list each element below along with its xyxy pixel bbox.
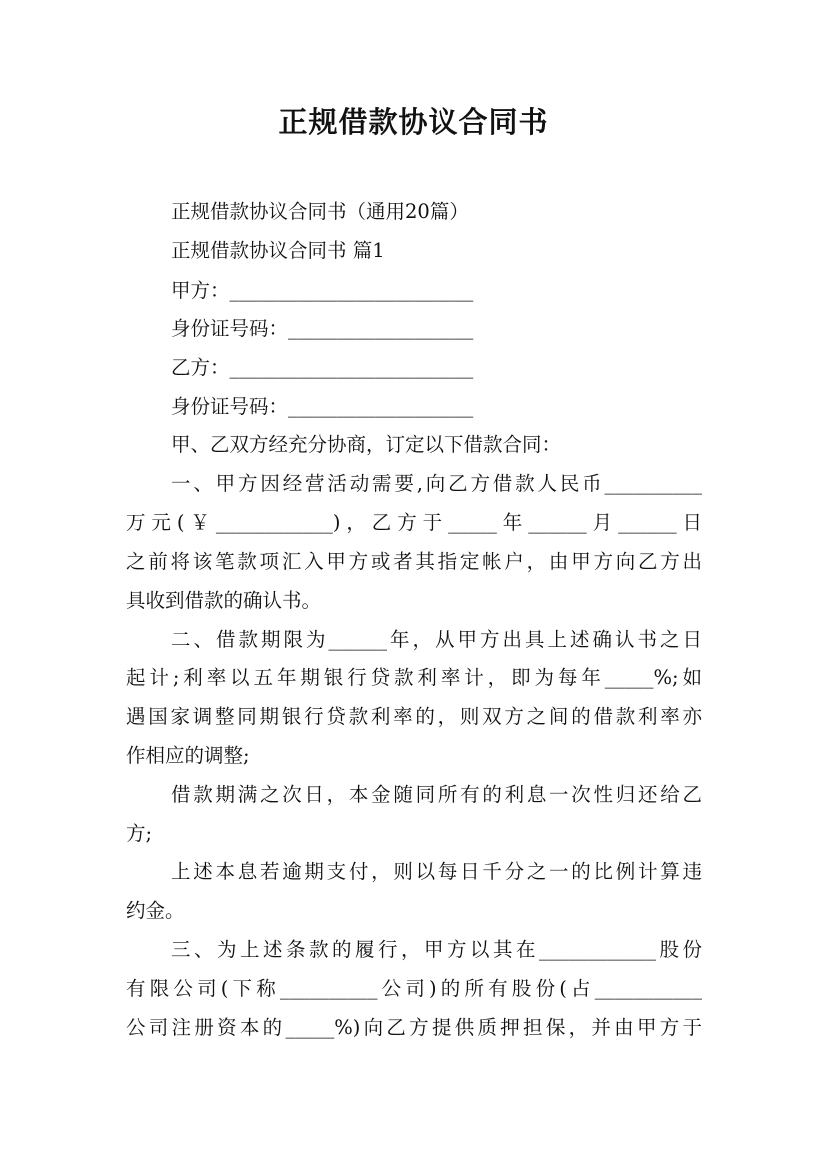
clause-1-line: 万元(￥____________)，乙方于_____年______月______日 [126, 511, 702, 534]
clause-2-line: 起计;利率以五年期银行贷款利率计，即为每年_____%;如 [126, 666, 702, 689]
section-heading: 正规借款协议合同书 篇1 [171, 239, 385, 262]
clause-1-line: 之前将该笔款项汇入甲方或者其指定帐户，由甲方向乙方出 [126, 550, 702, 573]
clause-1-line: 具收到借款的确认书。 [126, 589, 322, 612]
maturity-line: 借款期满之次日，本金随同所有的利息一次性归还给乙 [171, 783, 702, 806]
maturity-line: 方; [126, 822, 153, 845]
party-a-line: 甲方：_________________________ [171, 279, 474, 302]
clause-2-line: 作相应的调整; [126, 744, 250, 767]
clause-3-line: 有限公司(下称__________公司)的所有股份(占___________ [126, 977, 702, 1000]
party-b-id-line: 身份证号码：___________________ [171, 395, 474, 418]
clause-1-line: 一、甲方因经营活动需要,向乙方借款人民币__________ [171, 472, 702, 495]
party-a-id-line: 身份证号码：___________________ [171, 317, 474, 340]
clause-3-line: 三、为上述条款的履行，甲方以其在____________股份 [171, 938, 702, 961]
party-b-line: 乙方：_________________________ [171, 356, 474, 379]
intro-line: 甲、乙双方经充分协商，订定以下借款合同： [171, 433, 562, 456]
subtitle-line: 正规借款协议合同书（通用20篇） [171, 200, 469, 223]
document-title: 正规借款协议合同书 [278, 105, 549, 139]
clause-2-line: 二、借款期限为______年，从甲方出具上述确认书之日 [171, 628, 702, 651]
penalty-line: 上述本息若逾期支付，则以每日千分之一的比例计算违 [171, 860, 702, 883]
clause-3-line: 公司注册资本的_____%)向乙方提供质押担保，并由甲方于 [126, 1016, 702, 1039]
clause-2-line: 遇国家调整同期银行贷款利率的，则双方之间的借款利率亦 [126, 705, 702, 728]
penalty-line: 约金。 [126, 899, 185, 922]
